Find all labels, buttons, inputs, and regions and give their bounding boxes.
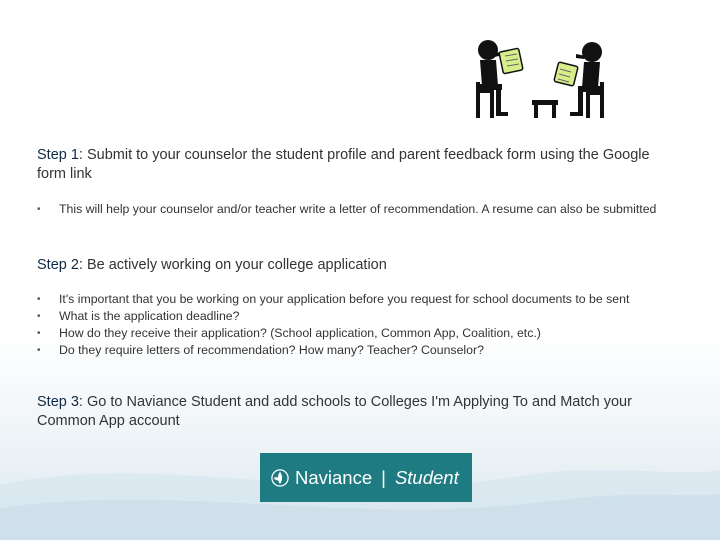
bullet-text: How do they receive their application? (School application, Common App, Coalition, etc.) (59, 326, 541, 340)
logo-product: Student (394, 466, 459, 488)
step-3-paragraph (37, 393, 677, 431)
step-1-bullet-list (37, 201, 677, 218)
list-item (37, 291, 677, 308)
bullet-text: What is the application deadline? (59, 309, 240, 323)
list-item (37, 201, 677, 218)
step-2-bullet-list (37, 291, 677, 359)
naviance-leaf-icon (271, 469, 289, 487)
step-1-text: : Submit to your counselor the student profile and parent feedback form using the Google form link (37, 147, 650, 182)
step-2-text: : Be actively working on your college application (78, 257, 387, 273)
naviance-student-logo[interactable] (260, 453, 472, 502)
bullet-icon: • (37, 328, 41, 339)
logo-separator: | (381, 466, 386, 488)
bullet-icon: • (37, 345, 41, 356)
step-1-paragraph (37, 146, 677, 184)
list-item (37, 342, 677, 359)
list-item (37, 325, 677, 342)
step-3-text: : Go to Naviance Student and add schools to Colleges I'm Applying To and Match your Common App account (37, 394, 632, 429)
bullet-text: It's important that you be working on your application before you request for school documents to be sent (59, 292, 630, 306)
bullet-icon: • (37, 204, 41, 215)
reading-people-illustration (470, 38, 610, 122)
book-right-icon (554, 62, 578, 86)
bullet-icon: • (37, 294, 41, 305)
step-3-label: Step 3 (37, 394, 79, 410)
step-1-label: Step 1 (37, 147, 79, 163)
bullet-text: Do they require letters of recommendation? How many? Teacher? Counselor? (59, 343, 484, 357)
bullet-text: This will help your counselor and/or teacher write a letter of recommendation. A resume can also be submitted (59, 202, 657, 216)
step-2-paragraph (37, 256, 677, 275)
step-2-label: Step 2 (37, 257, 79, 273)
book-left-icon (499, 48, 523, 74)
logo-name: Naviance (295, 466, 373, 488)
list-item (37, 308, 677, 325)
bullet-icon: • (37, 311, 41, 322)
